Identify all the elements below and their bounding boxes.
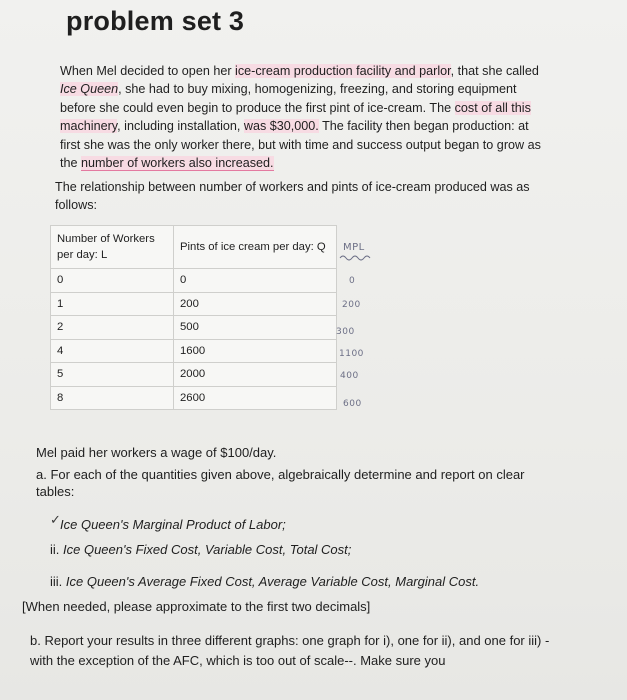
item-i: Ice Queen's Marginal Product of Labor; [60, 517, 286, 532]
item-iii [50, 573, 479, 590]
cell-pints: 500 [174, 316, 337, 340]
cell-workers: 8 [51, 386, 174, 410]
cell-pints: 2600 [174, 386, 337, 410]
production-table [50, 225, 337, 410]
highlight-ice-queen: Ice Queen [60, 82, 119, 97]
cell-pints: 0 [174, 269, 337, 293]
approximation-note: [When needed, please approximate to the first two decimals] [22, 599, 371, 614]
intro-text-9: The facility then began production: at first she was the only worker there, but with time and success output began to grow as the [60, 119, 541, 171]
handwritten-squiggle-icon [339, 253, 373, 261]
handwritten-mpl-header: MPL [343, 242, 365, 253]
question-a: a. For each of the quantities given above, algebraically determine and report on clear tables: [36, 467, 525, 499]
table-row [51, 316, 337, 340]
cell-workers: 1 [51, 292, 174, 316]
highlight-cost-value: was $30,000. [243, 119, 319, 134]
highlight-facility: ice-cream production facility and parlor [235, 64, 451, 78]
table-row [51, 269, 337, 293]
highlight-machinery-cost: cost of all this machinery [60, 100, 531, 134]
item-ii-text: Ice Queen's Fixed Cost, Variable Cost, Total Cost; [63, 542, 352, 557]
table-row [51, 292, 337, 316]
intro-text-7: , including installation, [117, 119, 244, 134]
handwritten-mpl-value: 300 [336, 327, 355, 337]
highlight-workers-increase: number of workers also increased. [81, 156, 274, 171]
wage-text: Mel paid her workers a wage of $100/day. [36, 445, 277, 460]
handwritten-checkmark-icon: ✓ [50, 512, 61, 527]
handwritten-mpl-value: 1100 [339, 349, 364, 359]
handwritten-mpl-value: 400 [340, 371, 359, 381]
handwritten-mpl-value: 200 [342, 300, 361, 310]
handwritten-mpl-value: 0 [349, 276, 356, 286]
cell-workers: 2 [51, 316, 174, 340]
item-ii-number: ii. [50, 542, 60, 557]
intro-text-3: , that she called [450, 64, 539, 78]
cell-workers: 5 [51, 363, 174, 387]
item-ii [50, 541, 351, 558]
cell-workers: 0 [51, 269, 174, 293]
cell-pints: 1600 [174, 339, 337, 363]
item-iii-number: iii. [50, 574, 63, 589]
table-header-row [51, 226, 337, 269]
relationship-text: The relationship between number of workers and pints of ice-cream produced was as follows: [55, 180, 530, 212]
header-pints: Pints of ice cream per day: Q [174, 226, 337, 269]
question-b: b. Report your results in three different graphs: one graph for i), one for ii), and one for iii) - with the exception of the AFC, which is too out of scale--. Make sure you [30, 633, 550, 668]
table-row [51, 363, 337, 387]
intro-text-1: When Mel decided to open her [60, 64, 236, 78]
item-iii-text: Ice Queen's Average Fixed Cost, Average Variable Cost, Marginal Cost. [65, 574, 480, 589]
table-row [51, 386, 337, 410]
handwritten-mpl-value: 600 [343, 399, 362, 409]
intro-text-5: , she had to buy mixing, homogenizing, freezing, and storing equipment before she could even begin to produce the first pint of ice-cream. The [60, 82, 517, 115]
table-row [51, 339, 337, 363]
cell-pints: 200 [174, 292, 337, 316]
cell-workers: 4 [51, 339, 174, 363]
intro-paragraph [60, 62, 545, 172]
page-title: problem set 3 [66, 6, 245, 36]
cell-pints: 2000 [174, 363, 337, 387]
header-workers: Number of Workers per day: L [51, 226, 174, 269]
